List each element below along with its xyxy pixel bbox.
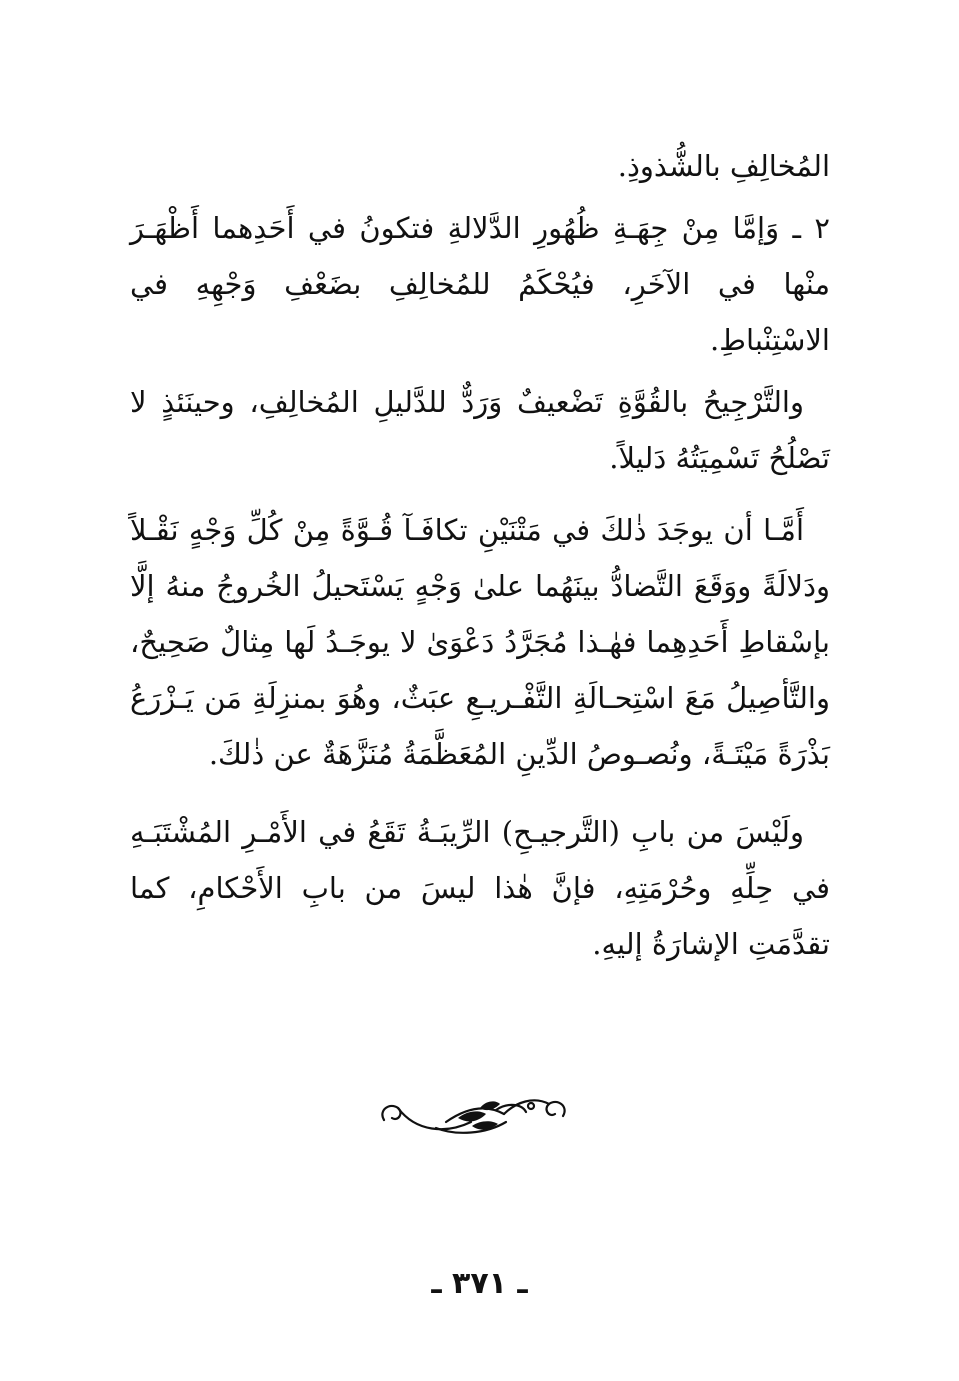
- body-text: [130, 138, 830, 972]
- paragraph-3: والتَّرْجِيحُ بالقُوَّةِ تَضْعيفٌ وَرَدٌّ للدَّليلِ المُخالِفِ، وحينَئذٍ لا تَصْلُحُ تَسْمِيَتُهُ دَليلاً.: [130, 385, 830, 475]
- page-number: ـ ٣٧١ ـ: [431, 1266, 528, 1301]
- paragraph-5: ولَيْسَ من بابِ (التَّرجيـحِ) الرِّيبَـةُ تَقَعُ في الأَمْـرِ المُشْتَبَـهِ في حِلِّهِ وحُرْمَتِهِ، فإنَّ هٰذا ليسَ من بابِ الأَحْكامِ، كما تقدَّمَتِ الإشارَةُ إليهِ.: [130, 815, 830, 961]
- floral-divider-icon: [376, 1092, 571, 1144]
- paragraph-4: أَمَّـا أن يوجَدَ ذٰلكَ في مَتْنَيْنِ تكافَـآ قُـوَّةً مِنْ كُلِّ وَجْهٍ نَقْـلاً ودَلالَةً ووَقَعَ التَّضادُّ بينَهُما علىٰ وَجْهٍ يَسْتَحيلُ الخُروجُ منهُ إلَّا بإسْقاطِ أَحَدِهِما فهٰـذا مُجَرَّدُ دَعْوَىٰ لا يوجَـدُ لَها مِثالٌ صَحِيحٌ، والتَّأصِيلُ مَعَ اسْتِحـالَةِ التَّفْـريـعِ عبَثٌ، وهُوَ بمنزِلَةِ مَن يَـزْرَعُ بَذْرَةً مَيْتَـةً، ونُصـوصُ الدِّينِ المُعَظَّمَةُ مُنَزَّهَةٌ عن ذٰلكَ.: [130, 513, 830, 771]
- paragraph-2: ٢ ـ وَإمَّا مِنْ جِهَـةِ ظُهُورِ الدَّلالةِ فتكونُ في أَحَدِهما أَظْهَـرَ منْها في الآخَرِ، فيُحْكَمُ للمُخالِفِ بضَعْفِ وَجْهِهِ في الاسْتِنْباطِ.: [130, 211, 830, 357]
- paragraph-1: المُخالِفِ بالشُّذوذِ.: [617, 149, 830, 183]
